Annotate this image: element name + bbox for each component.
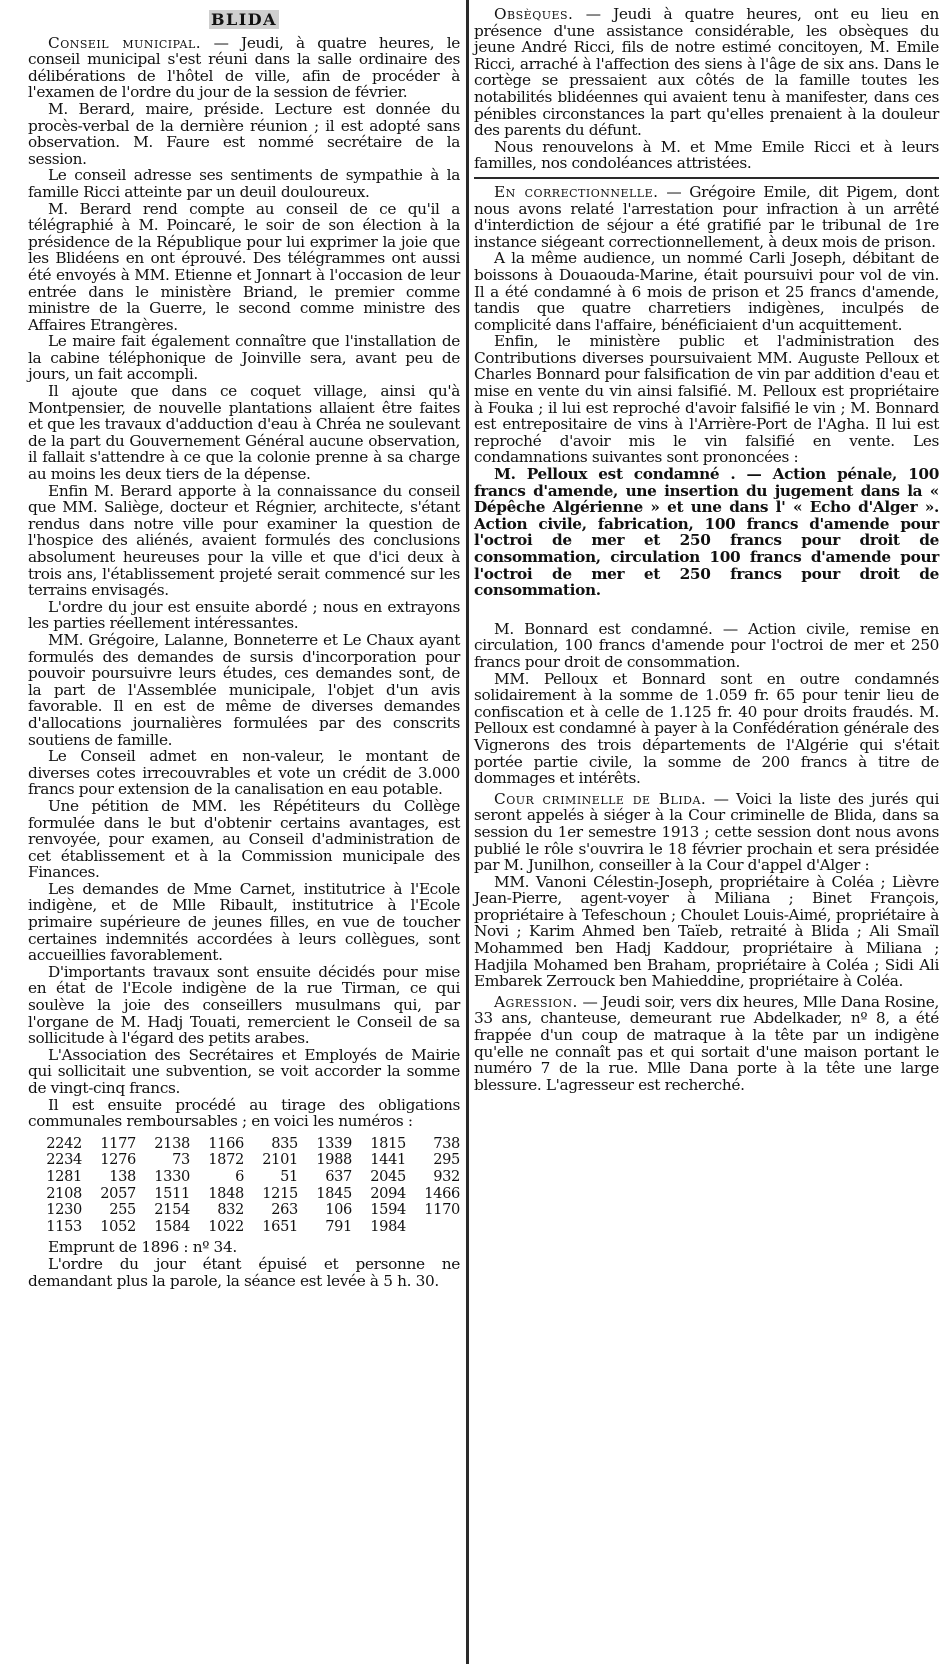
article-correctionnelle-p3: Enfin, le ministère public et l'administration des Contributions diverses poursuivaient MM. Auguste Pelloux et Charles Bonnard pour falsification de vin par addition d'eau et mise en vente du vin ainsi falsifié. M. Pelloux est propriétaire à Fouka ; il lui est reproché d'avoir falsifié le vin ; M. Bonnard est entrepositaire de vins à l'Arrière-Port de l'Agha. Il lui est reproché d'avoir mis le vin falsifié en vente. Les condamnations suivantes sont prononcées : [474, 332, 939, 467]
table-cell: 1441 [370, 1151, 406, 1169]
table-cell: 73 [172, 1151, 190, 1169]
article-correctionnelle-p4: M. Pelloux est condamné . — Action pénale, 100 francs d'amende, une insertion du jugement dans la « Dépêche Algérienne » et une dans l' « Echo d'Alger ». Action civile, fabrication, 100 francs d'amende pour l'octroi de mer et 250 francs pour droit de consommation, circulation 100 francs d'amende pour l'octroi de mer et 250 francs pour droit de consommation. [474, 465, 939, 600]
table-cell: 791 [325, 1217, 352, 1235]
table-cell: 1848 [208, 1184, 244, 1202]
table-cell: 1230 [46, 1201, 82, 1219]
table-cell: 1584 [154, 1217, 190, 1235]
rubric-conseil: Conseil municipal. [48, 33, 202, 52]
table-row [28, 1186, 460, 1203]
article-obseques-p2: Nous renouvelons à M. et Mme Emile Ricci et à leurs familles, nos condoléances attristées. [474, 137, 939, 173]
article-conseil-p1: Conseil municipal. — Jeudi, à quatre heures, le conseil municipal s'est réuni dans la salle ordinaire des délibérations de l'hôtel de ville, afin de procéder à l'examen de l'ordre du jour de la session de février. [28, 33, 460, 102]
table-cell: 106 [325, 1201, 352, 1219]
table-row [28, 1136, 460, 1153]
rubric-obseques: Obsèques. [494, 5, 574, 23]
table-cell: 2154 [154, 1201, 190, 1219]
article-conseil-p14: L'Association des Secrétaires et Employés de Mairie qui sollicitait une subvention, se voit accorder la somme de vingt-cinq francs. [28, 1045, 460, 1097]
article-agression-p1: Agression. — Jeudi soir, vers dix heures, Mlle Dana Rosine, 33 ans, chanteuse, demeurant rue Abdelkader, nº 8, a été frappée d'un coup de matraque à la tête par un indigène qu'elle ne connaît pas et qui sortait d'une maison portant le numéro 7 de la rue. Mlle Dana porte à la tête une large blessure. L'agresseur est recherché. [474, 992, 939, 1094]
table-cell: 1215 [262, 1184, 298, 1202]
table-cell: 1594 [370, 1201, 406, 1219]
article-conseil-p11: Une pétition de MM. les Répétiteurs du Collège formulée dans le but d'obtenir certains avantages, est renvoyée, pour examen, au Conseil d'administration de cet établissement et à la Commission municipale des Finances. [28, 796, 460, 882]
article-correctionnelle-p2: A la même audience, un nommé Carli Joseph, débitant de boissons à Douaouda-Marine, était poursuivi pour vol de vin. Il a été condamné à 6 mois de prison et 25 francs d'amende, tandis que quatre charretiers indigènes, inculpés de complicité dans l'affaire, bénéficiaient d'un acquittement. [474, 249, 939, 334]
article-conseil-p8: L'ordre du jour est ensuite abordé ; nous en extrayons les parties réellement intéressantes. [28, 597, 460, 633]
table-cell: 1988 [316, 1151, 352, 1169]
table-cell: 1330 [154, 1167, 190, 1185]
bond-numbers-table [28, 1136, 460, 1236]
table-cell: 637 [325, 1167, 352, 1185]
right-column-frame [470, 0, 944, 1664]
table-cell: 2242 [46, 1134, 82, 1152]
table-cell: 1166 [208, 1134, 244, 1152]
table-cell: 138 [109, 1167, 136, 1185]
table-cell: 255 [109, 1201, 136, 1219]
article-conseil-emprunt: Emprunt de 1896 : nº 34. [48, 1238, 237, 1257]
table-cell: 835 [271, 1134, 298, 1152]
table-cell: 6 [235, 1167, 244, 1185]
article-conseil-p9: MM. Grégoire, Lalanne, Bonneterre et Le Chaux ayant formulés des demandes de sursis d'incorporation pour pouvoir poursuivre leurs études, ces demandes sont, de la part de l'Assemblée municipale, l'objet d'un avis favorable. Il en est de même de diverses demandes d'allocations journalières formulées par des conscrits soutiens de famille. [28, 630, 460, 749]
rubric-cour: Cour criminelle de Blida. [494, 789, 707, 808]
article-conseil-p4: M. Berard rend compte au conseil de ce qu'il a télégraphié à M. Poincaré, le soir de son élection à la présidence de la République pour lui exprimer la joie que les Blidéens en ont éprouvé. Des télégrammes ont aussi été envoyés à MM. Etienne et Jonnart à l'occasion de leur entrée dans le ministère Briand, le premier comme ministre de la Guerre, le second comme ministre des Affaires Etrangères. [28, 199, 460, 334]
table-cell: 932 [433, 1167, 460, 1185]
article-obseques-p1: Obsèques. — Jeudi à quatre heures, ont eu lieu en présence d'une assistance considérable, les obsèques du jeune André Ricci, fils de notre estimé concitoyen, M. Emile Ricci, arraché à l'affection des siens à l'âge de six ans. Dans le cortège se pressaient aux côtés de la famille toutes les notabilités blidéennes qui avaient tenu à manifester, dans ces pénibles circonstances la part qu'elles prenaient à la douleur des parents du défunt. [474, 5, 939, 140]
table-cell: 2045 [370, 1167, 406, 1185]
table-cell: 832 [217, 1201, 244, 1219]
table-cell: 1511 [154, 1184, 190, 1202]
table-cell: 2234 [46, 1151, 82, 1169]
section-headline: BLIDA [210, 10, 278, 29]
clipping-gap [474, 599, 939, 621]
article-correctionnelle-p6: MM. Pelloux et Bonnard sont en outre condamnés solidairement à la somme de 1.059 fr. 65 pour tenir lieu de confiscation et à celle de 1.125 fr. 40 pour droits fraudés. M. Pelloux est condamné à payer à la Confédération générale des Vignerons des trois départements de l'Algérie qui s'était portée partie civile, la somme de 200 francs à titre de dommages et intérêts. [474, 669, 939, 788]
table-row [28, 1219, 460, 1236]
table-cell: 2101 [262, 1151, 298, 1169]
table-cell: 738 [433, 1134, 460, 1152]
table-cell: 51 [280, 1167, 298, 1185]
table-cell: 1872 [208, 1151, 244, 1169]
article-conseil-p3: Le conseil adresse ses sentiments de sympathie à la famille Ricci atteinte par un deuil douloureux. [28, 166, 460, 201]
article-correctionnelle-p1: En correctionnelle. — Grégoire Emile, dit Pigem, dont nous avons relaté l'arrestation pour infraction à un arrêté d'interdiction de séjour a été gratifié par le tribunal de 1re instance siégeant correctionnellement, à deux mois de prison. [474, 182, 939, 251]
article-conseil-p7: Enfin M. Berard apporte à la connaissance du conseil que MM. Saliège, docteur et Régnier, architecte, s'étant rendus dans notre ville pour examiner la question de l'hospice des aliénés, avaient formulés des conclusions absolument heureuses pour la ville et que d'ici deux à trois ans, l'établissement projeté serait commencé sur les terrains envisagés. [28, 481, 460, 600]
article-conseil-p5: Le maire fait également connaître que l'installation de la cabine téléphonique de Joinville sera, avant peu de jours, un fait accompli. [28, 332, 460, 384]
table-cell: 1022 [208, 1217, 244, 1235]
article-correctionnelle-p5: M. Bonnard est condamné. — Action civile, remise en circulation, 100 francs d'amende pour l'octroi de mer et 250 francs pour droit de consommation. [474, 619, 939, 671]
table-row [28, 1152, 460, 1169]
article-conseil-p10: Le Conseil admet en non-valeur, le montant de diverses cotes irrecouvrables et vote un crédit de 3.000 francs pour extension de la canalisation en eau potable. [28, 747, 460, 799]
table-cell: 295 [433, 1151, 460, 1169]
table-cell: 1339 [316, 1134, 352, 1152]
table-cell: 1466 [424, 1184, 460, 1202]
rubric-correctionnelle: En correctionnelle. [494, 182, 659, 201]
article-conseil-p15: Il est ensuite procédé au tirage des obligations communales remboursables ; en voici les numéros : [28, 1095, 460, 1131]
article-cour-p1: Cour criminelle de Blida. — Voici la liste des jurés qui seront appelés à siéger à la Cour criminelle de Blida, dans sa session du 1er semestre 1913 ; cette session dont nous avons publié le rôle s'ouvrira le 18 février prochain et sera présidée par M. Junilhon, conseiller à la Cour d'appel d'Alger : [474, 789, 939, 875]
table-cell: 2108 [46, 1184, 82, 1202]
table-cell: 1153 [46, 1217, 82, 1235]
table-cell: 1815 [370, 1134, 406, 1152]
rubric-agression: Agression. [494, 992, 578, 1011]
table-cell [406, 1219, 460, 1236]
table-cell: 1984 [370, 1217, 406, 1235]
table-cell: 1281 [46, 1167, 82, 1185]
table-cell: 2138 [154, 1134, 190, 1152]
article-conseil-p12: Les demandes de Mme Carnet, institutrice à l'Ecole indigène, et de Mlle Ribault, institutrice à l'Ecole primaire supérieure de jeunes filles, en vue de toucher certaines indemnités accordées à leurs collègues, sont accueillies favorablement. [28, 879, 460, 965]
article-cour-p2: MM. Vanoni Célestin-Joseph, propriétaire à Coléa ; Lièvre Jean-Pierre, agent-voyer à Miliana ; Binet François, propriétaire à Tefeschoun ; Choulet Louis-Aimé, propriétaire à Novi ; Karim Ahmed ben Taïeb, retraité à Blida ; Ali Smaïl Mohammed ben Hadj Kaddour, propriétaire à Miliana ; Hadjila Mohamed ben Braham, propriétaire à Coléa ; Sidi Ali Embarek Zerrouck ben Mahieddine, propriétaire à Coléa. [474, 872, 939, 991]
article-conseil-p16: L'ordre du jour étant épuisé et personne ne demandant plus la parole, la séance est levée à 5 h. 30. [28, 1254, 460, 1290]
table-cell: 2057 [100, 1184, 136, 1202]
table-cell: 1651 [262, 1217, 298, 1235]
left-column-frame [0, 0, 470, 1664]
table-cell: 263 [271, 1201, 298, 1219]
right-column [474, 6, 939, 1093]
table-row [28, 1202, 460, 1219]
table-cell: 1276 [100, 1151, 136, 1169]
table-cell: 2094 [370, 1184, 406, 1202]
column-rule [466, 0, 469, 1664]
article-divider [474, 177, 939, 179]
table-cell: 1845 [316, 1184, 352, 1202]
article-conseil-p6: Il ajoute que dans ce coquet village, ainsi qu'à Montpensier, de nouvelle plantations allaient être faites et que les travaux d'adduction d'eau à Chréa ne soulevant de la part du Gouvernement Général aucune observation, il fallait s'attendre à ce que la colonie prenne à sa charge au moins les deux tiers de la dépense. [28, 382, 460, 484]
table-cell: 1177 [100, 1134, 136, 1152]
table-cell: 1170 [424, 1201, 460, 1219]
article-conseil-p2: M. Berard, maire, préside. Lecture est donnée du procès-verbal de la dernière réunion ; il est adopté sans observation. M. Faure est nommé secrétaire de la session. [28, 99, 460, 168]
article-conseil-p13: D'importants travaux sont ensuite décidés pour mise en état de l'Ecole indigène de la rue Tirman, ce qui soulève la joie des conseillers musulmans qui, par l'organe de M. Hadj Touati, remercient le Conseil de sa sollicitude à l'égard des petits arabes. [28, 962, 460, 1048]
left-column [28, 0, 460, 1289]
table-cell: 1052 [100, 1217, 136, 1235]
table-row [28, 1169, 460, 1186]
